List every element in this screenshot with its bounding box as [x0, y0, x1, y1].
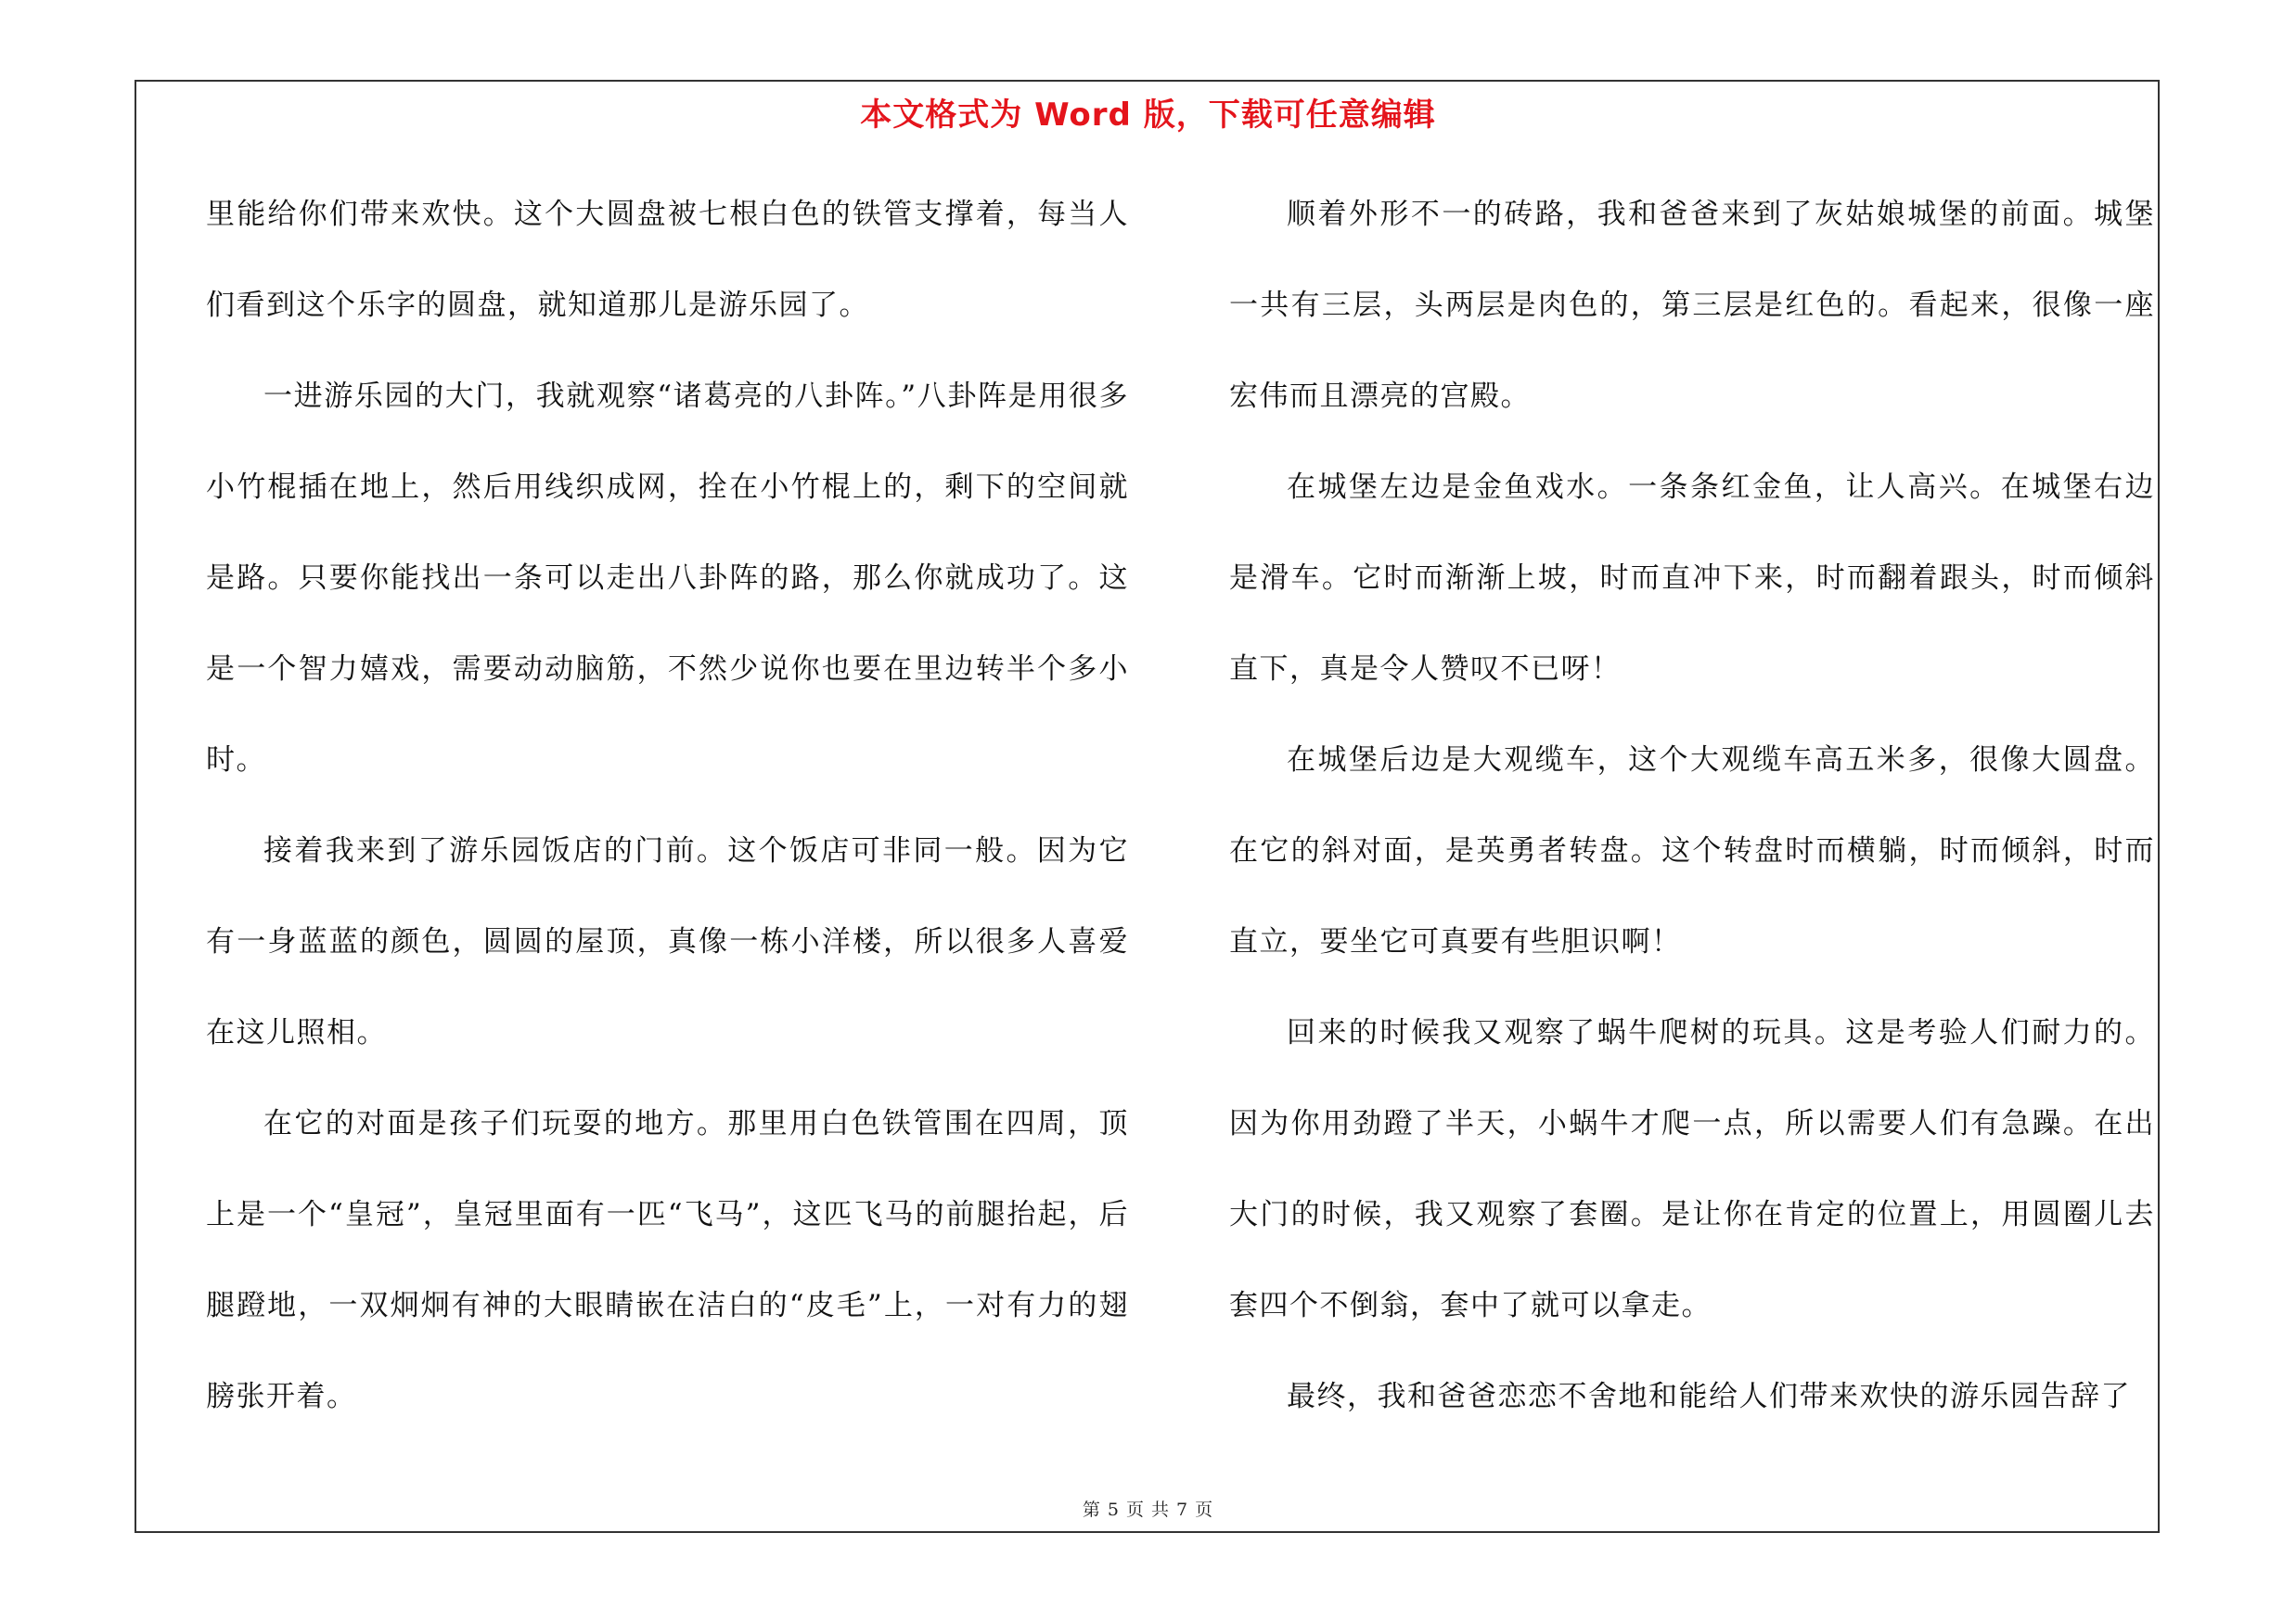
left-paragraph-2: 一进游乐园的大门，我就观察“诸葛亮的八卦阵。”八卦阵是用很多小竹棍插在地上，然后用线织成网，拴在小竹棍上的，剩下的空间就是路。只要你能找出一条可以走出八卦阵的路，那么你就成功了。这是一个智力嬉戏，需要动动脑筋，不然少说你也要在里边转半个多小时。: [206, 380, 1129, 777]
right-paragraph-4: 回来的时候我又观察了蜗牛爬树的玩具。这是考验人们耐力的。因为你用劲蹬了半天，小蜗牛才爬一点，所以需要人们有急躁。在出大门的时候，我又观察了套圈。是让你在肯定的位置上，用圆圈儿去套四个不倒翁，套中了就可以拿走。: [1229, 1016, 2155, 1322]
word-format-banner: 本文格式为 Word 版，下载可任意编辑: [860, 97, 1436, 134]
left-paragraph-4: 在它的对面是孩子们玩耍的地方。那里用白色铁管围在四周，顶上是一个“皇冠”，皇冠里面有一匹“飞马”，这匹飞马的前腿抬起，后腿蹬地，一双炯炯有神的大眼睛嵌在洁白的“皮毛”上，一对有力的翅膀张开着。: [206, 1107, 1129, 1413]
right-paragraph-1: 顺着外形不一的砖路，我和爸爸来到了灰姑娘城堡的前面。城堡一共有三层，头两层是肉色的，第三层是红色的。看起来，很像一座宏伟而且漂亮的宫殿。: [1229, 198, 2155, 413]
right-text-column: [1229, 169, 2155, 1442]
page-number-footer: 第 5 页 共 7 页: [1082, 1500, 1214, 1520]
right-paragraph-5: 最终，我和爸爸恋恋不舍地和能给人们带来欢快的游乐园告辞了: [1287, 1380, 2131, 1413]
left-paragraph-3: 接着我来到了游乐园饭店的门前。这个饭店可非同一般。因为它有一身蓝蓝的颜色，圆圆的屋顶，真像一栋小洋楼，所以很多人喜爱在这儿照相。: [206, 834, 1129, 1050]
right-paragraph-3: 在城堡后边是大观缆车，这个大观缆车高五米多，很像大圆盘。在它的斜对面，是英勇者转盘。这个转盘时而横躺，时而倾斜，时而直立，要坐它可真要有些胆识啊！: [1229, 743, 2155, 959]
left-paragraph-1: 里能给你们带来欢快。这个大圆盘被七根白色的铁管支撑着，每当人们看到这个乐字的圆盘，就知道那儿是游乐园了。: [206, 198, 1129, 322]
left-text-column: [206, 169, 1129, 1442]
right-paragraph-2: 在城堡左边是金鱼戏水。一条条红金鱼，让人高兴。在城堡右边是滑车。它时而渐渐上坡，时而直冲下来，时而翻着跟头，时而倾斜直下，真是令人赞叹不已呀！: [1229, 470, 2155, 686]
